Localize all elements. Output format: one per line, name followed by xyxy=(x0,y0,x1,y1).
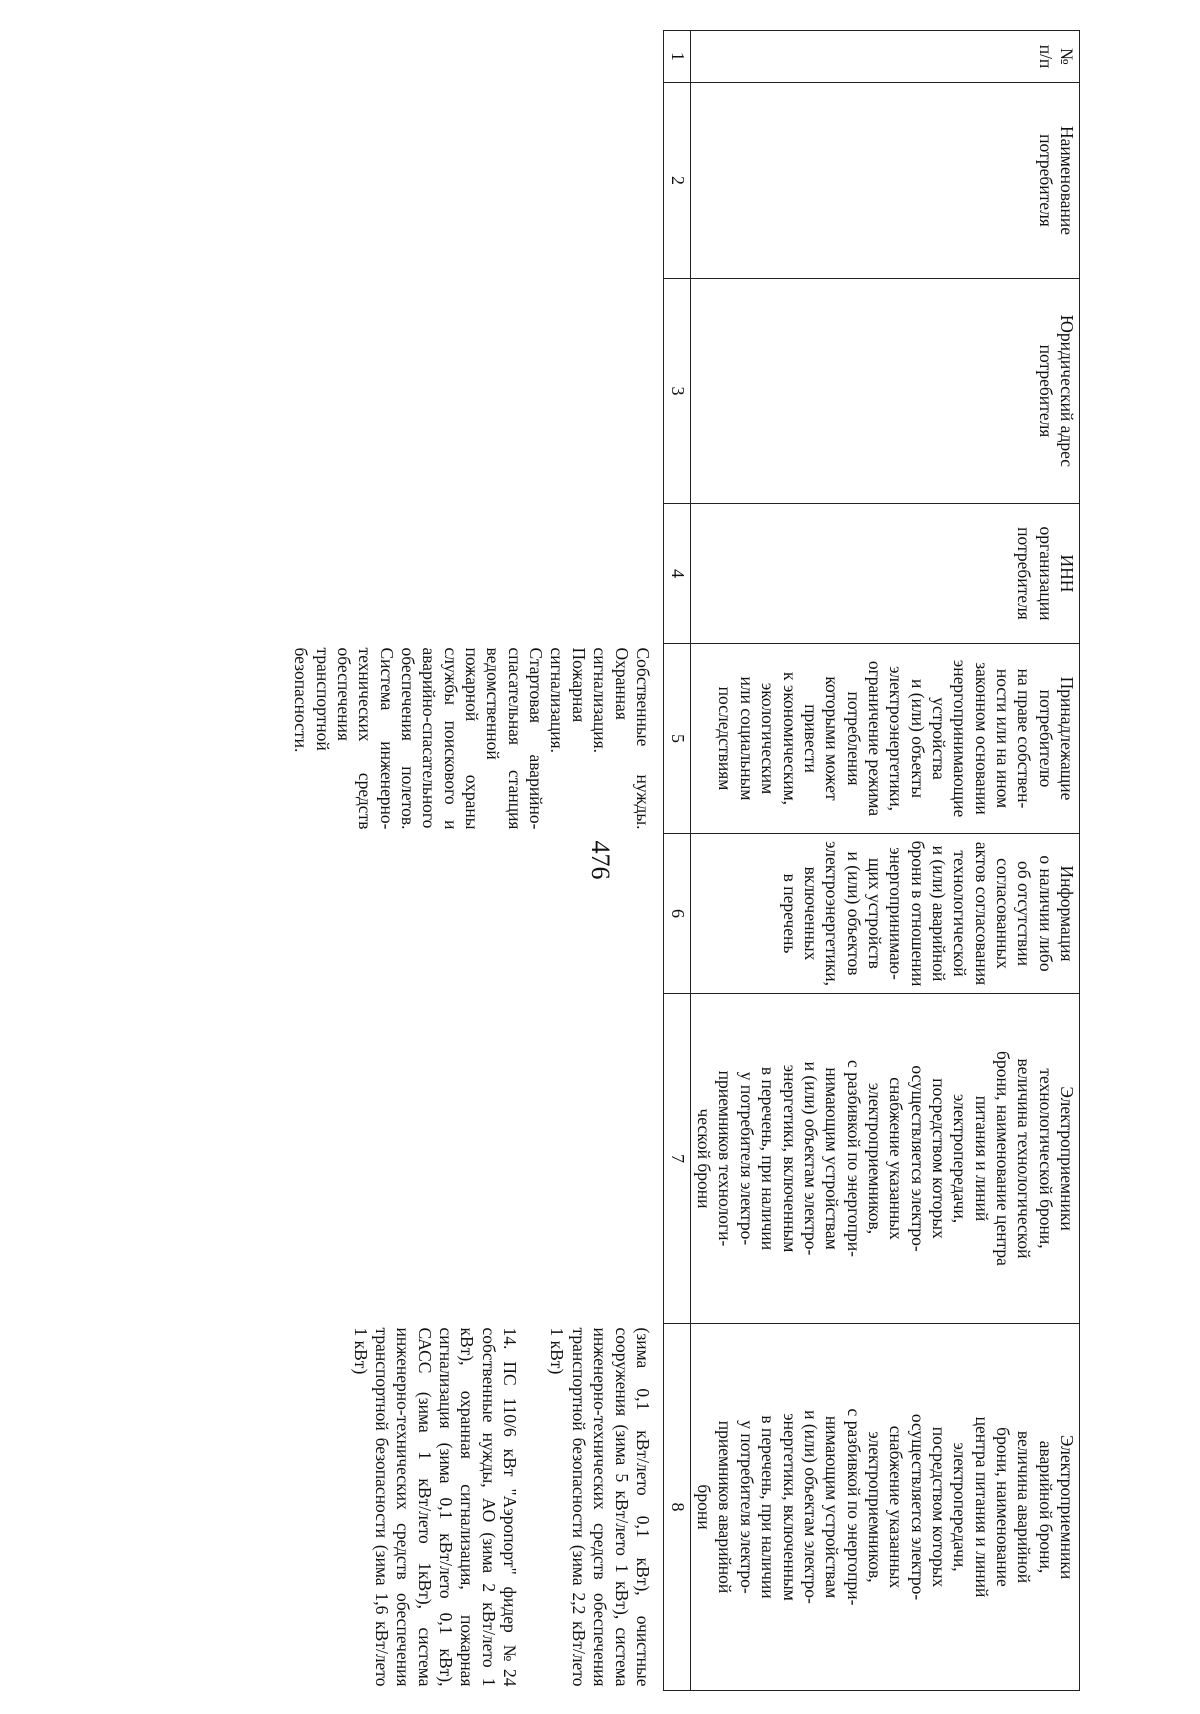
cell-empty xyxy=(288,994,663,1324)
header-col-1: № п/п xyxy=(690,31,1079,83)
table-row xyxy=(288,31,663,1691)
column-number-row xyxy=(663,31,690,1691)
header-col-6: Информация о наличии либо об отсутствии согласованных актов согласования технологической и (или) аварийной брони в отношении энергопринимаю- щих устройств и (или) объектов электроэнергетики, включенных в перечень xyxy=(690,834,1079,994)
cell-empty xyxy=(288,834,663,994)
column-number: 1 xyxy=(663,31,690,83)
column-number: 6 xyxy=(663,834,690,994)
consumer-table xyxy=(288,30,1080,1691)
cell-empty xyxy=(288,279,663,504)
header-col-3: Юридический адрес потребителя xyxy=(690,279,1079,504)
cell-empty xyxy=(288,504,663,644)
header-col-2: Наименование потребителя xyxy=(690,83,1079,279)
header-col-8: Электроприемники аварийной брони, величина аварийной брони, наименование центра питания и линий электропередачи, посредством которых осуществляется электро- снабжение указанных электроприемников, с разбивкой по энергопри- нимающим устройствам и (или) объектам электро- энергетики, включенным в перечень, при наличии у потребителя электро- приемников аварийной брони xyxy=(690,1324,1079,1691)
cell-empty xyxy=(288,31,663,83)
header-row xyxy=(690,31,1079,1691)
cell-col8-part2: 14. ПС 110/6 кВт "Аэропорт" фидер №24 собственные нужды, АО (зима 2 кВт/лето 1 кВт), охранная сигнализация, пожарная сигнализация (зима 0,1 кВт/лето 0,1 кВт), САСС (зима 1 кВт/лето 1кВт), система инженерно-технических средств обеспечения транспортной безопасности (зима 1,6 кВт/лето 1 кВт) xyxy=(350,1327,521,1687)
header-col-5: Принадлежащие потребителю на праве собствен- ности или на ином законном основании энергопринимающие устройства и (или) объекты электроэнергетики, ограничение режима потребления которыми может привести к экономическим, экологическим или социальным последствиям xyxy=(690,644,1079,834)
cell-col8 xyxy=(288,1324,663,1691)
cell-col5: Собственные нужды. Охранная сигнализация. Пожарная сигнализация. Стартовая аварийно-спасательная станция ведомственной пожарной охраны службы поискового и аварийно-спасательного обеспечения полетов. Система инженерно-технических средств обеспечения транспортной безопасности. xyxy=(291,647,653,830)
column-number: 2 xyxy=(663,83,690,279)
page-number: 476 xyxy=(586,840,615,880)
column-number: 5 xyxy=(663,644,690,834)
column-number: 8 xyxy=(663,1324,690,1691)
header-col-4: ИНН организации потребителя xyxy=(690,504,1079,644)
column-number: 7 xyxy=(663,994,690,1324)
rotated-table-area xyxy=(110,30,1080,1690)
cell-col8-part1: (зима 0,1 кВт/лето 0,1 кВт), очистные сооружения (зима 5 кВт/лето 1 кВт), система инженерно-технических средств обеспечения транспортной безопасности (зима 2,2 кВт/лето 1 кВт) xyxy=(547,1327,653,1687)
header-col-7: Электроприемники технологической брони, величина технологической брони, наименование центра питания и линий электропередачи, посредством которых осуществляется электро- снабжение указанных электроприемников, с разбивкой по энергопри- нимающим устройствам и (или) объектам электро- энергетики, включенным в перечень, при наличии у потребителя электро- приемников технологи- ческой брони xyxy=(690,994,1079,1324)
column-number: 4 xyxy=(663,504,690,644)
column-number: 3 xyxy=(663,279,690,504)
cell-empty xyxy=(288,83,663,279)
